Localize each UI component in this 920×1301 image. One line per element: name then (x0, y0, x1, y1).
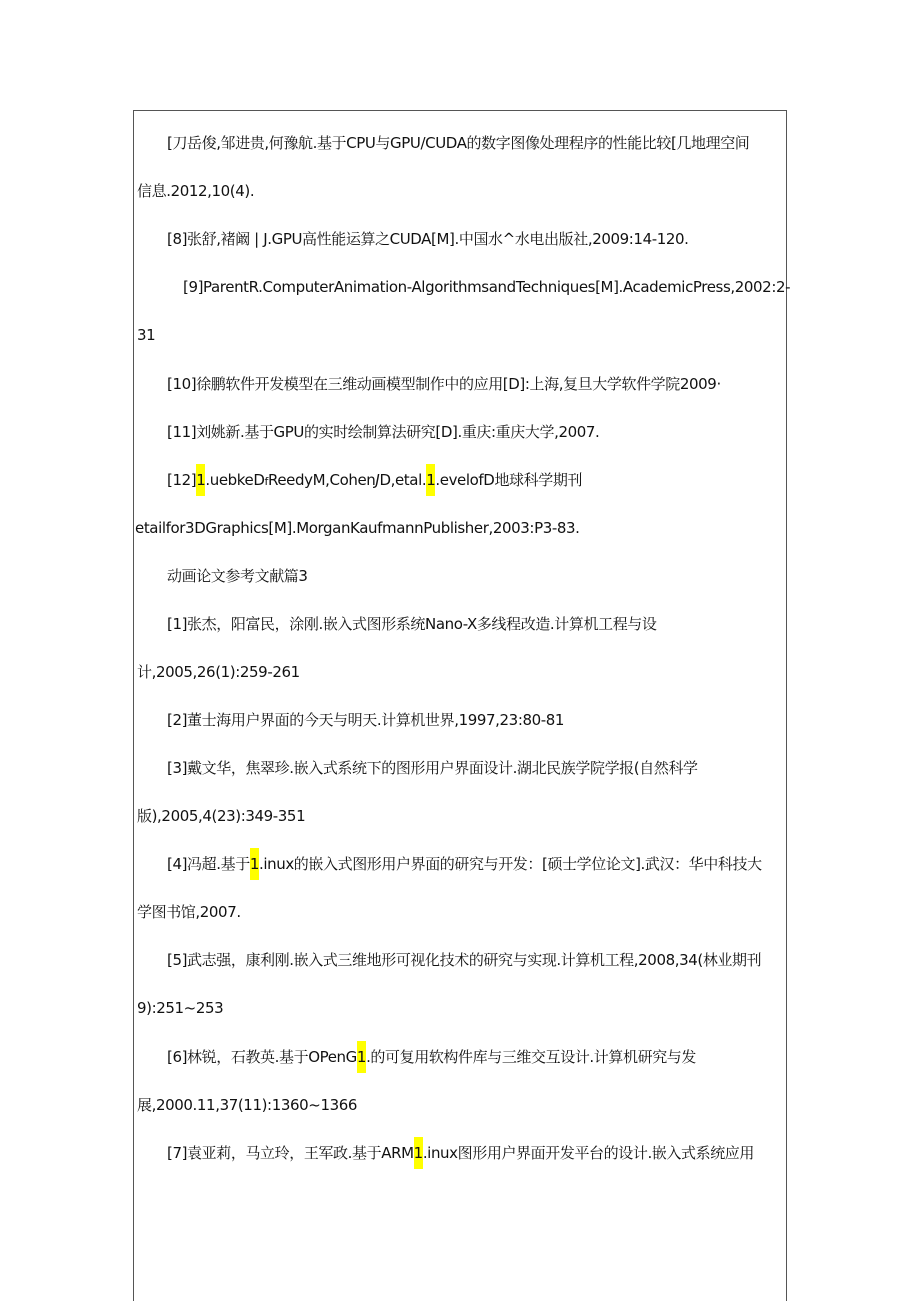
ref-12-suffix: .evelofD地球科学期刊 (435, 471, 583, 489)
ref-6-suffix: .的可复用软构件库与三维交互设计.计算机研究与发 (366, 1048, 697, 1066)
highlight-mark: 1 (426, 464, 435, 496)
ref-12-sub: f (264, 475, 268, 488)
ref-12-text: ReedyM,Cohen (268, 471, 376, 489)
ref-12-text: D,etal. (379, 471, 427, 489)
highlight-mark: 1 (250, 848, 259, 880)
ref-5-line-2: 9):251~253 (137, 999, 224, 1017)
ref-7-prefix: [7]袁亚莉，马立玲，王军政.基于ARM (167, 1144, 414, 1162)
ref-12-sub: J (375, 471, 380, 489)
ref-3-line-1: [3]戴文华，焦翠珍.嵌入式系统下的图形用户界面设计.湖北民族学院学报(自然科学 (167, 759, 698, 777)
ref-4-prefix: [4]冯超.基于 (167, 855, 250, 873)
section-heading: 动画论文参考文献篇3 (167, 567, 308, 585)
ref-11-line: [11]刘姚新.基于GPU的实时绘制算法研究[D].重庆:重庆大学,2007. (167, 423, 600, 441)
ref-4-line-1 (167, 854, 762, 876)
ref-12-text: .uebkeD (205, 471, 265, 489)
ref-7-cont-line-1: [刀岳俊,邹进贵,何豫航.基于CPU与GPU/CUDA的数字图像处理程序的性能比较[几地理空间 (167, 134, 750, 152)
ref-12-line-1 (167, 470, 582, 492)
ref-1-line-1: [1]张杰，阳富民，涂刚.嵌入式图形系统Nano-X多线程改造.计算机工程与设 (167, 615, 657, 633)
ref-1-line-2: 计,2005,26(1):259-261 (137, 663, 300, 681)
ref-10-line: [10]徐鹏软件开发模型在三维动画模型制作中的应用[D]:上海,复旦大学软件学院2009· (167, 375, 721, 393)
ref-6-line-1 (167, 1047, 696, 1069)
ref-7-suffix: .inux图形用户界面开发平台的设计.嵌入式系统应用 (422, 1144, 755, 1162)
ref-4-suffix: .inux的嵌入式图形用户界面的研究与开发：[硕士学位论文].武汉：华中科技大 (258, 855, 762, 873)
ref-7-line-1 (167, 1143, 754, 1165)
ref-6-prefix: [6]林锐，石教英.基于OPenG (167, 1048, 357, 1066)
ref-5-line-1: [5]武志强，康利刚.嵌入式三维地形可视化技术的研究与实现.计算机工程,2008,34(林业期刊 (167, 951, 762, 969)
ref-3-line-2: 版),2005,4(23):349-351 (137, 807, 306, 825)
ref-7-cont-line-2: 信息.2012,10(4). (137, 182, 255, 200)
ref-12-prefix: [12] (167, 471, 197, 489)
ref-9-line-2: 31 (137, 326, 156, 344)
highlight-mark: 1 (414, 1137, 423, 1169)
highlight-mark: 1 (357, 1041, 366, 1073)
ref-2-line: [2]董士海用户界面的今天与明天.计算机世界,1997,23:80-81 (167, 711, 565, 729)
ref-9-line-1: [9]ParentR.ComputerAnimation-AlgorithmsandTechniques[M].AcademicPress,2002:2- (183, 278, 791, 296)
ref-4-line-2: 学图书馆,2007. (137, 903, 241, 921)
ref-6-line-2: 展,2000.11,37(11):1360~1366 (137, 1096, 358, 1114)
highlight-mark: 1 (196, 464, 205, 496)
ref-8-line: [8]张舒,褚阚 | J.GPU高性能运算之CUDA[M].中国水^水电出版社,2009:14-120. (167, 230, 689, 248)
ref-12-line-2: etailfor3DGraphics[M].MorganKaufmannPublisher,2003:P3-83. (135, 519, 580, 537)
